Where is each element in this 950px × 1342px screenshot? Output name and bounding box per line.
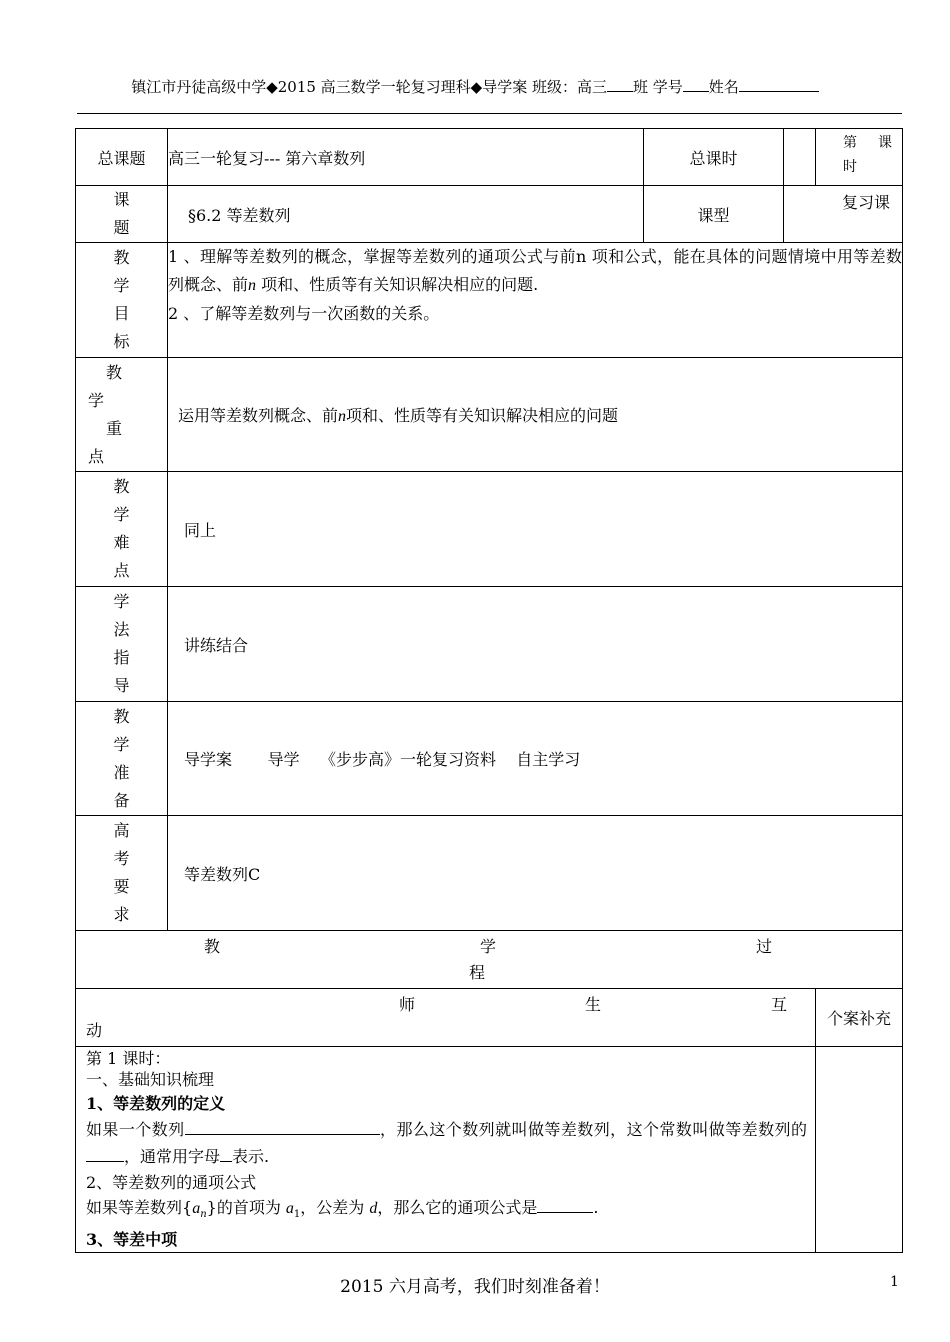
interaction-header	[76, 989, 816, 1047]
label-prep	[76, 702, 168, 816]
header-text: 镇江市丹徒高级中学◆2015 高三数学一轮复习理科◆导学案 班级：高三	[131, 78, 607, 96]
method-value: 讲练结合	[168, 587, 903, 702]
page-footer: 2015 六月高考，我们时刻准备着！	[340, 1277, 610, 1297]
label-prep-char-3: 准	[113, 762, 130, 782]
def-blank-3	[220, 1147, 232, 1162]
label-key-char-3: 重	[106, 418, 123, 438]
formula-text-d: ，那么它的通项公式是	[377, 1198, 538, 1217]
label-total-topic: 总课题	[76, 129, 168, 186]
label-exam-char-1: 高	[113, 821, 130, 840]
key-points-var: n	[338, 408, 347, 425]
label-key-points	[76, 358, 168, 472]
lesson-char-3: 时	[843, 159, 857, 175]
formula-var-a: a	[192, 1200, 201, 1217]
page-number: 1	[890, 1274, 899, 1290]
formula-var-d: d	[369, 1200, 378, 1217]
label-diff-char-4: 点	[113, 561, 130, 580]
individual-supplement-cell	[816, 1047, 903, 1253]
label-key-char-4: 点	[88, 446, 105, 466]
row-exam	[76, 816, 903, 931]
label-prep-char-1: 教	[113, 706, 130, 726]
key-points-value	[168, 358, 903, 472]
label-topic-char-2: 题	[113, 218, 130, 237]
label-goals-char-2: 学	[113, 276, 130, 295]
difficulty-value: 同上	[168, 472, 903, 587]
content-definition-text	[86, 1116, 807, 1170]
goal-1-text: 1 、理解等差数列的概念，掌握等差数列的通项公式与前n 项和公式，能在具体的问题情境中用等差数列概念、前	[168, 247, 902, 294]
label-exam-char-4: 求	[113, 905, 130, 924]
lesson-plan-table	[75, 128, 903, 1253]
formula-text-e: .	[593, 1198, 599, 1217]
label-prep-char-2: 学	[113, 734, 130, 754]
label-key-char-2: 学	[88, 390, 105, 410]
process-char-1: 教	[204, 936, 221, 956]
content-section-1: 一、基础知识梳理	[86, 1070, 215, 1089]
class-blank	[607, 78, 633, 92]
row-goals	[76, 243, 903, 358]
content-heading-middle-term: 3、等差中项	[86, 1230, 178, 1250]
label-lesson-type: 课型	[644, 186, 784, 243]
label-method-char-4: 导	[113, 676, 130, 695]
content-lesson-1: 第 1 课时：	[86, 1049, 171, 1068]
formula-sub-n: n	[200, 1209, 207, 1221]
key-points-text-a: 运用等差数列概念、前	[178, 406, 339, 425]
header-name-label: 姓名	[708, 78, 739, 96]
exam-value: 等差数列C	[168, 816, 903, 931]
formula-text-a: 如果等差数列{	[86, 1198, 193, 1217]
label-diff-char-2: 学	[113, 505, 130, 524]
lesson-type-value: 复习课	[784, 186, 903, 243]
interaction-char-1: 师	[399, 994, 416, 1014]
content-heading-formula: 2、等差数列的通项公式	[86, 1173, 257, 1192]
formula-sub-1: 1	[293, 1209, 301, 1221]
def-text-d: 表示.	[232, 1147, 270, 1166]
process-header	[76, 931, 903, 989]
formula-text-b: }的首项为	[206, 1198, 286, 1217]
goal-1-end: 项和、性质等有关知识解决相应的问题.	[256, 275, 539, 294]
interaction-char-3: 互	[770, 994, 787, 1014]
def-blank-1	[185, 1120, 380, 1135]
row-difficulty	[76, 472, 903, 587]
content-heading-definition: 1、等差数列的定义	[86, 1094, 226, 1113]
interaction-char-4: 动	[86, 1020, 103, 1040]
row-process-header	[76, 931, 903, 989]
lesson-content	[76, 1047, 816, 1253]
total-hours-value	[784, 129, 816, 186]
goal-2-text: 2 、了解等差数列与一次函数的关系。	[168, 304, 440, 323]
name-blank	[739, 78, 819, 92]
row-key-points	[76, 358, 903, 472]
def-text-c: ，通常用字母	[124, 1147, 221, 1166]
label-exam-char-2: 考	[113, 849, 130, 868]
formula-blank	[537, 1198, 593, 1213]
label-individual-supplement: 个案补充	[816, 989, 903, 1047]
number-blank	[683, 78, 709, 92]
total-topic-value: 高三一轮复习--- 第六章数列	[168, 129, 644, 186]
formula-var-a1: a	[285, 1200, 294, 1217]
lesson-number-cell	[816, 129, 903, 186]
row-interaction-header	[76, 989, 903, 1047]
topic-value: §6.2 等差数列	[168, 186, 644, 243]
row-prep	[76, 702, 903, 816]
def-text-a: 如果一个数列	[86, 1120, 185, 1139]
label-goals-char-4: 标	[113, 332, 130, 351]
def-blank-2	[86, 1147, 124, 1162]
label-method-char-3: 指	[113, 648, 130, 667]
label-key-char-1: 教	[106, 362, 123, 382]
formula-text-c: ，公差为	[300, 1198, 370, 1217]
label-goals-char-1: 教	[113, 248, 130, 267]
row-topic	[76, 186, 903, 243]
header-class-suffix: 班 学号	[633, 78, 683, 96]
lesson-char-2: 课	[878, 135, 892, 151]
label-total-hours: 总课时	[644, 129, 784, 186]
prep-value: 导学案 导学 《步步高》一轮复习资料 自主学习	[168, 702, 903, 816]
def-text-b: ，那么这个数列就叫做等差数列，这个常数叫做等差数列的	[379, 1120, 807, 1139]
page-header	[0, 76, 950, 97]
row-content	[76, 1047, 903, 1253]
header-rule	[77, 113, 902, 114]
row-total-topic	[76, 129, 903, 186]
key-points-text-b: 项和、性质等有关知识解决相应的问题	[346, 406, 619, 425]
label-method-char-2: 法	[113, 620, 130, 639]
label-method	[76, 587, 168, 702]
label-exam	[76, 816, 168, 931]
content-formula-text	[86, 1195, 807, 1227]
lesson-char-1: 第	[843, 135, 857, 151]
label-difficulty	[76, 472, 168, 587]
process-char-4: 程	[468, 962, 485, 982]
goals-value	[168, 243, 903, 358]
goal-1-var: n	[248, 277, 257, 294]
label-method-char-1: 学	[113, 592, 130, 611]
process-char-3: 过	[755, 936, 772, 956]
label-diff-char-3: 难	[113, 533, 130, 552]
label-goals-char-3: 目	[113, 304, 130, 323]
label-diff-char-1: 教	[113, 477, 130, 496]
process-char-2: 学	[479, 936, 496, 956]
label-topic-char-1: 课	[113, 190, 130, 209]
label-prep-char-4: 备	[113, 790, 130, 810]
label-exam-char-3: 要	[113, 877, 130, 896]
row-method	[76, 587, 903, 702]
label-goals	[76, 243, 168, 358]
label-topic	[76, 186, 168, 243]
interaction-char-2: 生	[584, 994, 601, 1014]
